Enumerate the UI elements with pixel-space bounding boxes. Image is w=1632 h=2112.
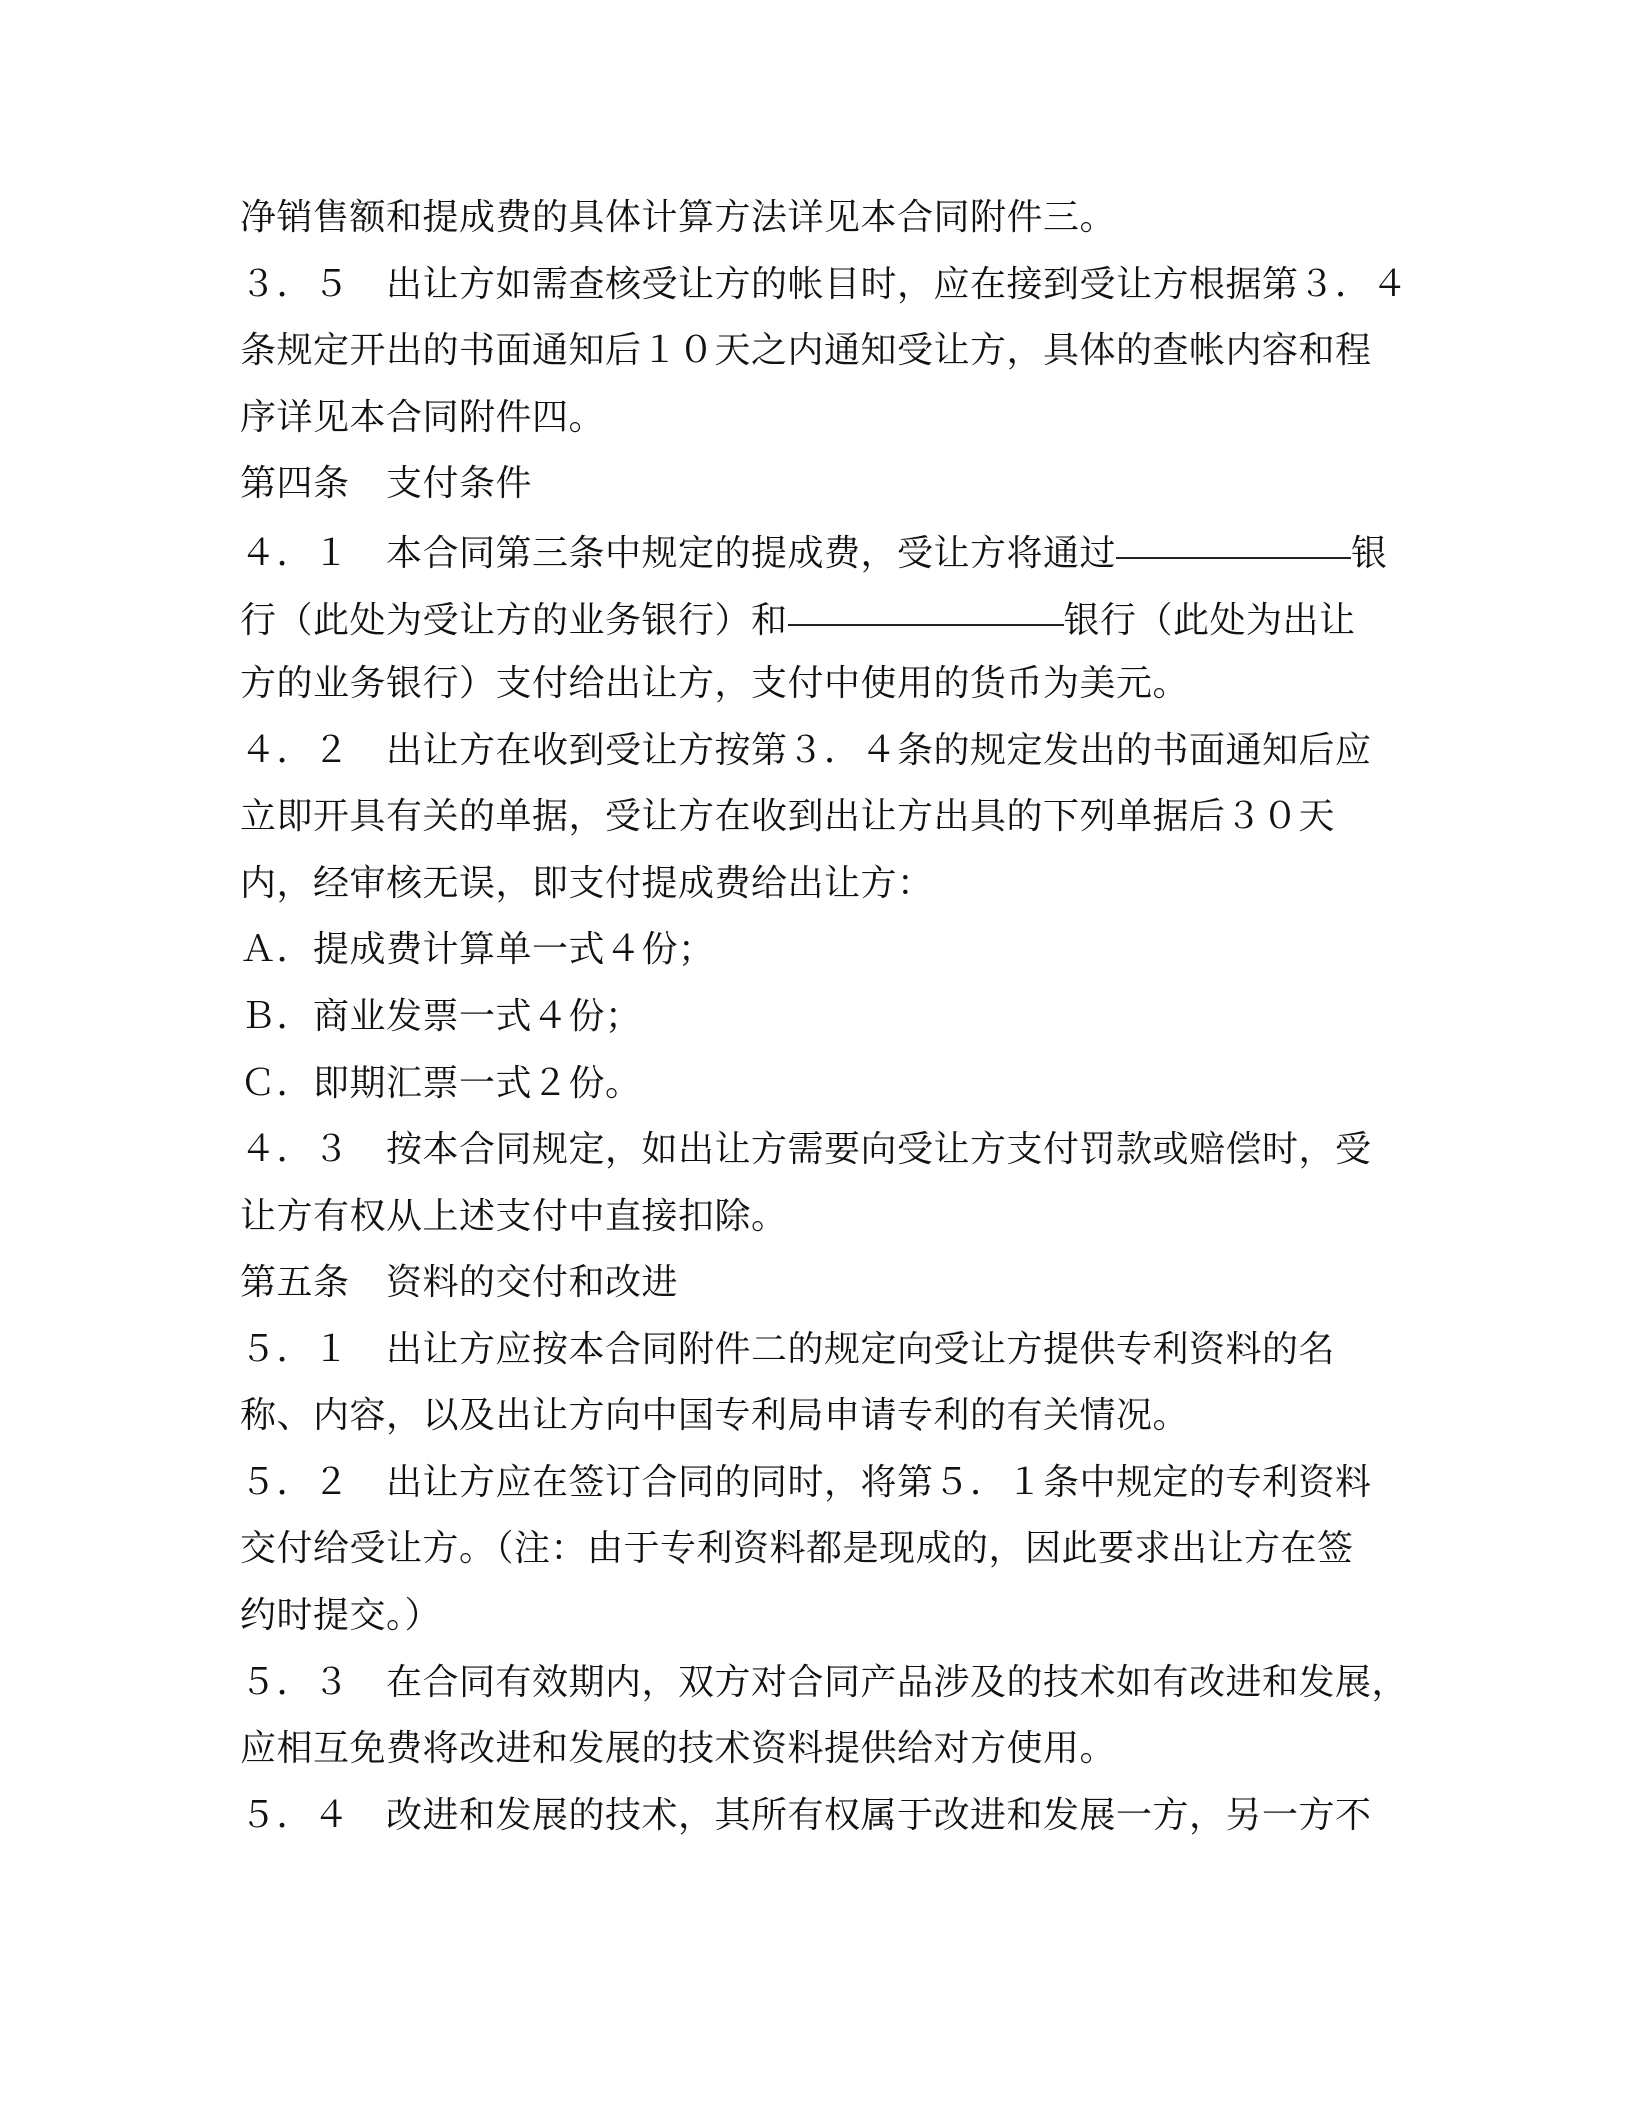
text-line: ３．５ 出让方如需查核受让方的帐目时，应在接到受让方根据第３．４ [240,264,1409,305]
text-segment: 银 [1351,533,1388,574]
list-item: Ｃ．即期汇票一式２份。 [240,1063,642,1104]
section-heading: 第四条 支付条件 [240,463,533,504]
text-segment: 银行（此处为出让 [1063,600,1356,641]
text-line-with-blank [240,529,1410,573]
text-line: ５．２ 出让方应在签订合同的同时，将第５．１条中规定的专利资料 [240,1462,1372,1503]
text-line: 约时提交。） [240,1595,442,1636]
fill-in-blank[interactable] [788,590,1064,626]
text-line: 应相互免费将改进和发展的技术资料提供给对方使用。 [240,1728,1117,1769]
text-line: ５．１ 出让方应按本合同附件二的规定向受让方提供专利资料的名 [240,1329,1336,1370]
text-segment: 行（此处为受让方的业务银行）和 [240,600,788,641]
text-line: ４．３ 按本合同规定，如出让方需要向受让方支付罚款或赔偿时，受 [240,1129,1372,1170]
text-line: 方的业务银行）支付给出让方，支付中使用的货币为美元。 [240,663,1190,704]
text-line: 条规定开出的书面通知后１０天之内通知受让方，具体的查帐内容和程 [240,330,1372,371]
text-line: ５．３ 在合同有效期内，双方对合同产品涉及的技术如有改进和发展， [240,1662,1409,1703]
text-line: 让方有权从上述支付中直接扣除。 [240,1196,788,1237]
text-line: ５．４ 改进和发展的技术，其所有权属于改进和发展一方，另一方不 [240,1795,1372,1836]
text-line: 称、内容，以及出让方向中国专利局申请专利的有关情况。 [240,1395,1190,1436]
text-line: 立即开具有关的单据，受让方在收到出让方出具的下列单据后３０天 [240,796,1336,837]
text-line-with-blank [240,596,1410,640]
text-line: 净销售额和提成费的具体计算方法详见本合同附件三。 [240,197,1117,238]
fill-in-blank[interactable] [1116,523,1351,559]
text-line: 内，经审核无误，即支付提成费给出让方： [240,863,934,904]
list-item: Ｂ．商业发票一式４份； [240,996,642,1037]
section-heading: 第五条 资料的交付和改进 [240,1262,679,1303]
text-line: 序详见本合同附件四。 [240,397,606,438]
text-line: ４．２ 出让方在收到受让方按第３．４条的规定发出的书面通知后应 [240,730,1372,771]
text-line: 交付给受让方。（注：由于专利资料都是现成的，因此要求出让方在签 [240,1528,1354,1569]
text-segment: ４．１ 本合同第三条中规定的提成费，受让方将通过 [240,533,1117,574]
list-item: Ａ．提成费计算单一式４份； [240,929,715,970]
